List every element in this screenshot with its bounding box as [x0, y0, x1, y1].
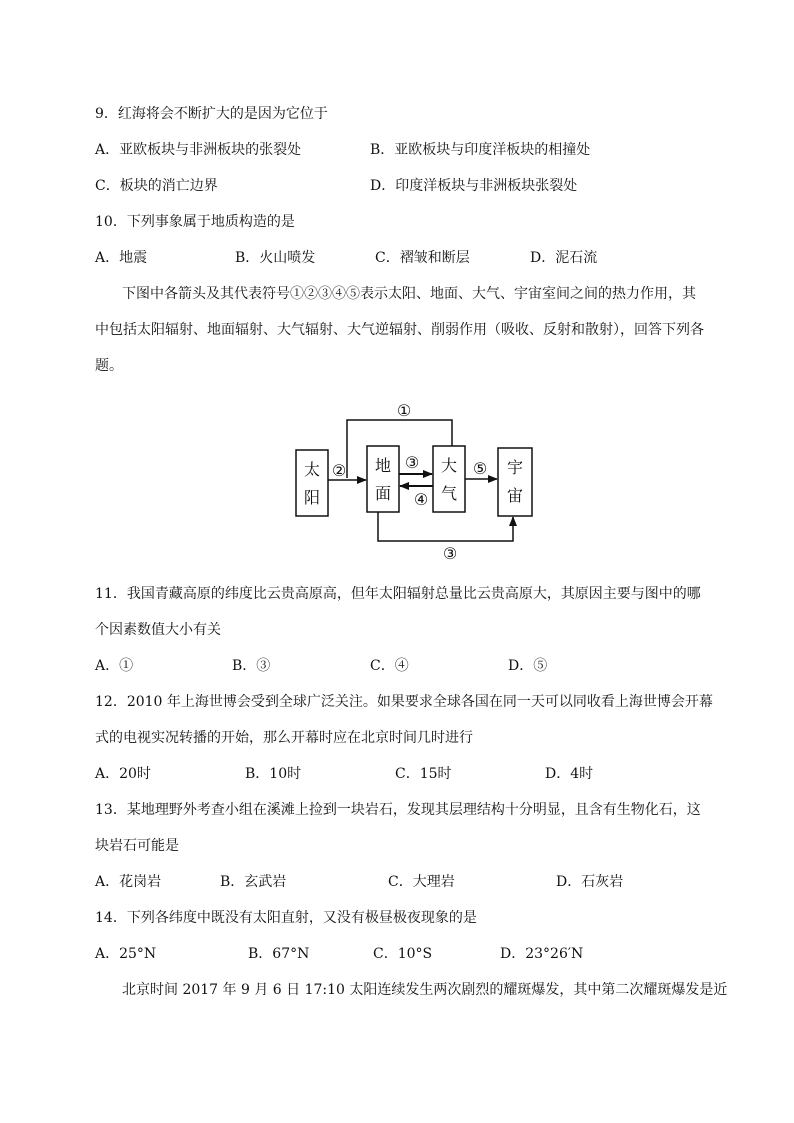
sun-label-1: 太 [303, 460, 321, 479]
q9-option-b: B．亚欧板块与印度洋板块的相撞处 [370, 142, 591, 158]
q11-stem-line-2: 个因素数值大小有关 [95, 622, 221, 638]
ground-label-2: 面 [374, 484, 392, 503]
space-label-1: 宇 [506, 458, 524, 477]
q14-option-b: B．67°N [248, 946, 310, 962]
q12-stem-line-1: 12．2010 年上海世博会受到全球广泛关注。如果要求全球各国在同一天可以同收看上海世博会开幕 [95, 694, 713, 710]
intro-line-3: 题。 [95, 358, 123, 374]
intro-line-1: 下图中各箭头及其代表符号①②③④⑤表示太阳、地面、大气、宇宙室间之间的热力作用，其 [122, 286, 696, 302]
q11-option-b: B．③ [232, 658, 271, 674]
q11-stem-line-1: 11．我国青藏高原的纬度比云贵高原高，但年太阳辐射总量比云贵高原大，其原因主要与图中的哪 [95, 586, 701, 602]
label-2: ② [331, 461, 347, 480]
q9-option-a: A．亚欧板块与非洲板块的张裂处 [95, 142, 302, 158]
label-3b: ③ [442, 544, 458, 563]
q10-option-c: C．褶皱和断层 [375, 250, 470, 266]
q9-option-d: D．印度洋板块与非洲板块张裂处 [370, 178, 578, 194]
space-label-2: 宙 [506, 486, 524, 505]
q14-option-c: C．10°S [373, 946, 433, 962]
q9-option-c: C．板块的消亡边界 [95, 178, 218, 194]
q13-stem-line-2: 块岩石可能是 [95, 838, 179, 854]
label-5: ⑤ [472, 459, 488, 478]
q13-stem-line-1: 13．某地理野外考查小组在溪滩上捡到一块岩石，发现其层理结构十分明显，且含有生物化石，这 [95, 802, 701, 818]
q13-option-d: D．石灰岩 [556, 874, 624, 890]
q14-stem: 14．下列各纬度中既没有太阳直射，又没有极昼极夜现象的是 [95, 910, 477, 926]
q10-option-a: A．地震 [95, 250, 148, 266]
q14-option-a: A．25°N [95, 946, 157, 962]
q10-stem: 10．下列事象属于地质构造的是 [95, 214, 295, 230]
intro-line-2: 中包括太阳辐射、地面辐射、大气辐射、大气逆辐射、削弱作用（吸收、反射和散射），回答下列各 [95, 322, 704, 338]
q14-option-d: D．23°26′N [500, 946, 584, 962]
q10-option-b: B．火山喷发 [235, 250, 316, 266]
q12-option-d: D．4时 [545, 766, 594, 782]
label-3a: ③ [404, 453, 420, 472]
q9-stem: 9．红海将会不断扩大的是因为它位于 [95, 106, 328, 122]
ground-label-1: 地 [374, 456, 392, 475]
q12-option-b: B．10时 [245, 766, 302, 782]
q13-option-b: B．玄武岩 [220, 874, 287, 890]
q11-option-a: A．① [95, 658, 134, 674]
sun-label-2: 阳 [303, 488, 321, 507]
q12-stem-line-2: 式的电视实况转播的开始，那么开幕时应在北京时间几时进行 [95, 730, 473, 746]
label-4: ④ [413, 490, 429, 509]
q11-option-d: D．⑤ [508, 658, 548, 674]
q12-option-a: A．20时 [95, 766, 151, 782]
label-1: ① [396, 401, 412, 420]
q12-option-c: C．15时 [395, 766, 452, 782]
atmosphere-label-1: 大 [440, 456, 458, 475]
q11-option-c: C．④ [370, 658, 409, 674]
arrow-3b [378, 512, 513, 541]
q13-option-c: C．大理岩 [388, 874, 455, 890]
q10-option-d: D．泥石流 [530, 250, 598, 266]
tail-line-1: 北京时间 2017 年 9 月 6 日 17:10 太阳连续发生两次剧烈的耀斑爆发，其中第二次耀斑爆发是近 [122, 982, 728, 998]
atmosphere-label-2: 气 [440, 484, 458, 503]
q13-option-a: A．花岗岩 [95, 874, 162, 890]
